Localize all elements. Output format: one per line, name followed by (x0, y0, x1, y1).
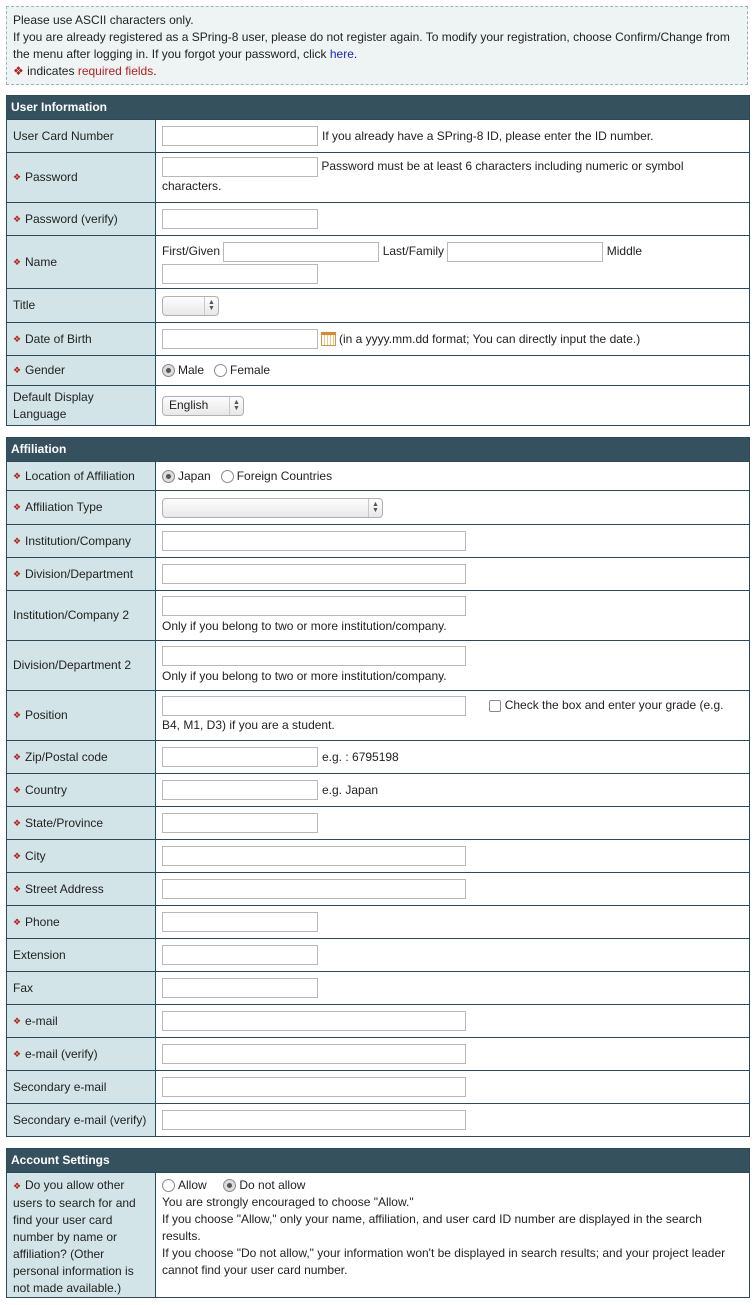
email-input[interactable] (162, 1011, 466, 1031)
affiliation-section (6, 437, 750, 1137)
field-label: Date of Birth (25, 331, 92, 346)
street-address-input[interactable] (162, 879, 466, 899)
field-label: Division/Department (25, 566, 134, 581)
field-label: Location of Affiliation (25, 468, 135, 483)
affiliation-type-select[interactable] (162, 498, 383, 518)
row-phone (7, 905, 749, 938)
row-state (7, 806, 749, 839)
required-mark-icon: ❖ (13, 883, 22, 894)
required-mark-icon: ❖ (13, 502, 22, 512)
row-display-language (7, 385, 749, 425)
required-mark-icon: ❖ (13, 710, 22, 720)
field-hint: Check the box and enter your grade (e.g. B4, M1, D3) if you are a student. (162, 698, 724, 732)
notice-box (6, 6, 748, 85)
row-date-of-birth (7, 322, 749, 355)
required-mark-icon: ❖ (13, 535, 22, 546)
field-hint: e.g. Japan (322, 782, 379, 797)
row-division-2 (7, 640, 749, 690)
email-verify-input[interactable] (162, 1044, 466, 1064)
field-label: Institution/Company (25, 533, 132, 548)
state-input[interactable] (162, 813, 318, 833)
row-country (7, 773, 749, 806)
search-allow-radio[interactable] (162, 1179, 175, 1192)
required-mark-icon: ❖ (13, 1048, 22, 1059)
required-mark-icon: ❖ (13, 365, 22, 375)
user-information-section (6, 95, 750, 426)
extension-input[interactable] (162, 945, 318, 965)
field-label: Country (25, 782, 68, 797)
search-note: You are strongly encouraged to choose "Allow." (162, 1195, 414, 1209)
row-gender (7, 355, 749, 385)
field-hint: e.g. : 6795198 (322, 749, 399, 764)
field-label: Do you allow other users to search for and find your user card number by name or affiliation? (Other personal information is not made available.) (13, 1178, 136, 1295)
field-label: Default Display Language (7, 386, 156, 425)
required-mark-icon: ❖ (13, 784, 22, 795)
position-input[interactable] (162, 696, 466, 716)
field-label: Affiliation Type (25, 500, 103, 514)
field-label: Name (25, 254, 58, 269)
required-fields-text: required fields (77, 64, 154, 78)
radio-label: Foreign Countries (236, 468, 333, 483)
required-mark-icon: ❖ (13, 213, 22, 224)
search-note: If you choose "Do not allow," your information won't be displayed in search results; and your project leader cannot find your user card number. (162, 1246, 726, 1277)
fax-input[interactable] (162, 978, 318, 998)
section-header: Account Settings (7, 1149, 749, 1172)
location-japan-radio[interactable] (162, 470, 175, 483)
row-password-verify (7, 202, 749, 235)
middle-name-label: Middle (606, 244, 643, 258)
chevron-updown-icon: ▲ ▼ (368, 499, 382, 517)
secondary-email-input[interactable] (162, 1077, 466, 1097)
section-header: Affiliation (7, 438, 749, 461)
student-checkbox[interactable] (489, 700, 501, 712)
ascii-notice: Please use ASCII characters only. (13, 13, 194, 27)
middle-name-input[interactable] (162, 264, 318, 284)
title-select[interactable] (162, 296, 219, 316)
radio-label: Japan (178, 468, 211, 483)
first-name-label: First/Given (162, 244, 221, 258)
row-zip (7, 740, 749, 773)
field-label: Gender (25, 363, 66, 377)
field-label: e-mail (25, 1013, 58, 1028)
forgot-password-link[interactable]: here (329, 47, 354, 61)
required-mark-icon: ❖ (13, 470, 22, 481)
institution-2-input[interactable] (162, 596, 466, 616)
section-header: User Information (7, 96, 749, 119)
gender-male-radio[interactable] (162, 364, 175, 377)
field-label: Fax (7, 972, 156, 1004)
field-label: Password (25, 170, 78, 184)
calendar-icon[interactable] (321, 332, 336, 346)
required-mark-icon: ❖ (13, 1015, 22, 1026)
required-legend: ❖ indicates required fields. (13, 64, 157, 78)
field-label: State/Province (25, 815, 104, 830)
row-secondary-email-verify (7, 1103, 749, 1136)
required-mark-icon: ❖ (13, 333, 22, 344)
field-label: Password (verify) (25, 211, 118, 226)
division-input[interactable] (162, 564, 466, 584)
field-hint: Only if you belong to two or more institution/company. (162, 669, 447, 683)
display-language-select[interactable]: English ▲ ▼ (162, 396, 244, 416)
row-title (7, 288, 749, 322)
row-name (7, 235, 749, 288)
last-name-label: Last/Family (382, 244, 445, 258)
row-fax (7, 971, 749, 1004)
field-label: City (25, 848, 46, 863)
radio-label: Male (178, 363, 205, 377)
required-mark-icon: ❖ (13, 817, 22, 828)
search-disallow-radio[interactable] (223, 1179, 236, 1192)
row-user-card-number (7, 119, 749, 152)
required-mark-icon: ❖ (13, 751, 22, 762)
radio-label: Allow (178, 1178, 207, 1192)
required-mark-icon: ❖ (13, 256, 22, 267)
row-street (7, 872, 749, 905)
row-secondary-email (7, 1070, 749, 1103)
gender-female-radio[interactable] (214, 364, 227, 377)
field-label: Institution/Company 2 (7, 591, 156, 640)
row-email (7, 1004, 749, 1037)
field-hint: Only if you belong to two or more institution/company. (162, 619, 447, 633)
password-verify-input[interactable] (162, 209, 318, 229)
row-search-permission (7, 1172, 749, 1297)
field-label: e-mail (verify) (25, 1046, 98, 1061)
user-card-number-input[interactable] (162, 126, 318, 146)
row-institution-2 (7, 590, 749, 640)
field-label: Extension (7, 939, 156, 971)
first-name-input[interactable] (223, 242, 379, 262)
field-hint: (in a yyyy.mm.dd format; You can directly input the date.) (339, 331, 641, 346)
row-affiliation-location (7, 461, 749, 490)
row-city (7, 839, 749, 872)
account-settings-section (6, 1148, 750, 1298)
search-permission-options (162, 1177, 743, 1194)
field-label: User Card Number (7, 120, 156, 152)
city-input[interactable] (162, 846, 466, 866)
row-password (7, 152, 749, 202)
zip-input[interactable] (162, 747, 318, 767)
secondary-email-verify-input[interactable] (162, 1110, 466, 1130)
chevron-updown-icon: ▲ ▼ (229, 397, 243, 415)
required-mark-icon: ❖ (13, 172, 22, 182)
required-mark-icon: ❖ (13, 916, 22, 927)
row-institution (7, 524, 749, 557)
required-mark-icon: ❖ (13, 568, 22, 579)
field-hint: If you already have a SPring-8 ID, please enter the ID number. (322, 128, 654, 143)
radio-label: Do not allow (239, 1178, 306, 1192)
password-input[interactable] (162, 157, 318, 177)
row-extension (7, 938, 749, 971)
row-email-verify (7, 1037, 749, 1070)
country-input[interactable] (162, 780, 318, 800)
field-label: Zip/Postal code (25, 749, 108, 764)
search-note: If you choose "Allow," only your name, affiliation, and user card ID number are displayed in the search results. (162, 1212, 702, 1243)
division-2-input[interactable] (162, 646, 466, 666)
field-label: Division/Department 2 (7, 641, 156, 690)
phone-input[interactable] (162, 912, 318, 932)
institution-input[interactable] (162, 531, 466, 551)
last-name-input[interactable] (447, 242, 603, 262)
location-foreign-radio[interactable] (221, 470, 234, 483)
field-label: Position (25, 708, 68, 722)
date-of-birth-input[interactable] (162, 329, 318, 349)
chevron-updown-icon: ▲ ▼ (204, 297, 218, 315)
field-label: Secondary e-mail (verify) (7, 1104, 156, 1136)
field-label: Title (7, 289, 156, 322)
field-hint: Password must be at least 6 characters including numeric or symbol characters. (162, 159, 684, 193)
field-label: Secondary e-mail (7, 1071, 156, 1103)
row-position (7, 690, 749, 740)
required-mark-icon: ❖ (13, 64, 24, 78)
required-mark-icon: ❖ (13, 1181, 22, 1191)
field-label: Phone (25, 914, 60, 929)
required-mark-icon: ❖ (13, 850, 22, 861)
row-affiliation-type (7, 490, 749, 524)
radio-label: Female (230, 363, 271, 377)
field-label: Street Address (25, 881, 104, 896)
row-division (7, 557, 749, 590)
registration-notice: If you are already registered as a SPring-8 user, please do not register again. To modify your registration, choose Confirm/Change from the menu after logging in. If you forgot your password, click here. (13, 30, 730, 61)
